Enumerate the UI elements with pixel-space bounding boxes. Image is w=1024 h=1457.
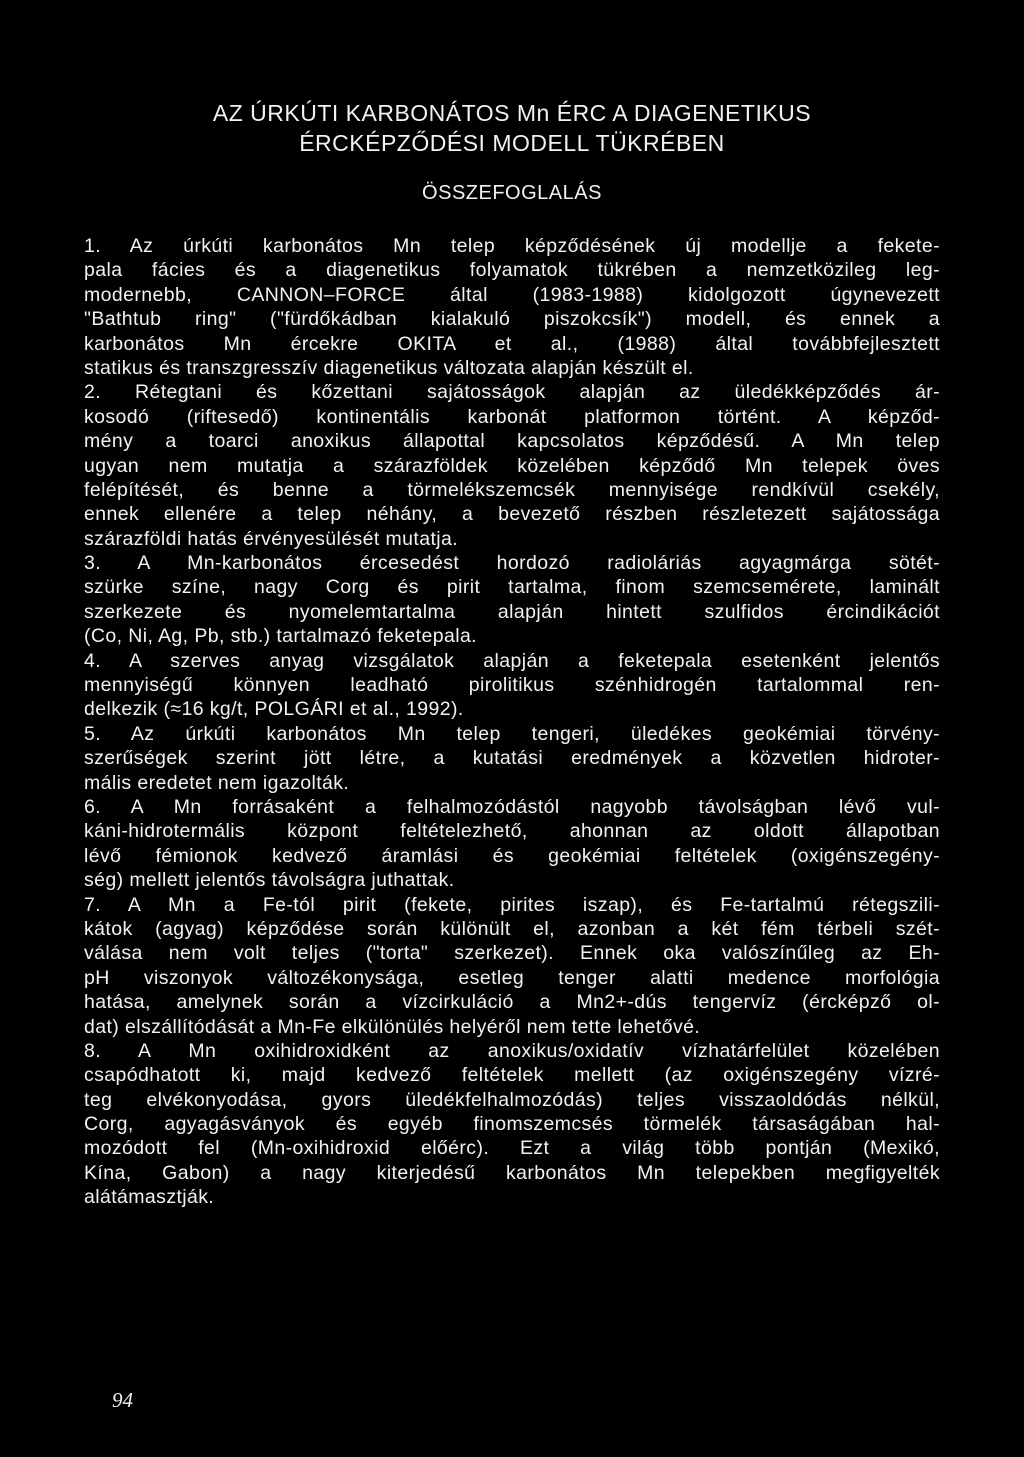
body-line: 3. A Mn-karbonátos ércesedést hordozó radioláriás agyagmárga sötét- (84, 552, 940, 575)
title-line-1: AZ ÚRKÚTI KARBONÁTOS Mn ÉRC A DIAGENETIKUS (212, 100, 812, 126)
body-line: válása nem volt teljes ("torta" szerkezet). Ennek oka valószínűleg az Eh- (84, 942, 940, 965)
body-line: felépítését, és benne a törmelékszemcsék mennyisége rendkívül csekély, (84, 478, 940, 501)
body-line: pH viszonyok változékonysága, esetleg tenger alatti medence morfológia (84, 966, 940, 989)
body-line: ség) mellett jelentős távolságra juthattak. (84, 869, 455, 892)
body-line: mény a toarci anoxikus állapottal kapcsolatos képződésű. A Mn telep (84, 430, 940, 453)
body-line: 2. Rétegtani és kőzettani sajátosságok alapján az üledékképződés ár- (84, 381, 940, 404)
body-line: szerűségek szerint jött létre, a kutatási eredmények a közvetlen hidroter- (84, 747, 940, 770)
body-line: Kína, Gabon) a nagy kiterjedésű karbonátos Mn telepekben megfigyelték (84, 1161, 940, 1184)
body-line: kosodó (riftesedő) kontinentális karbonát platformon történt. A képződ- (84, 405, 940, 428)
body-line: mozódott fel (Mn-oxihidroxid előérc). Ezt a világ több pontján (Mexikó, (84, 1137, 940, 1160)
body-line: 5. Az úrkúti karbonátos Mn telep tengeri, üledékes geokémiai törvény- (84, 722, 940, 745)
body-line: teg elvékonyodása, gyors üledékfelhalmozódás) teljes visszaoldódás nélkül, (84, 1088, 940, 1111)
body-line: szárazföldi hatás érvényesülését mutatja. (84, 527, 459, 550)
body-line: káni-hidrotermális központ feltételezhető, ahonnan az oldott állapotban (84, 820, 940, 843)
body-line: lévő fémionok kedvező áramlási és geokémiai feltételek (oxigénszegény- (84, 844, 940, 867)
body-line: modernebb, CANNON–FORCE által (1983-1988) kidolgozott úgynevezett (84, 283, 940, 306)
body-line: "Bathtub ring" ("fürdőkádban kialakuló piszokcsík") modell, és ennek a (84, 308, 940, 331)
body-line: pala fácies és a diagenetikus folyamatok tükrében a nemzetközileg leg- (84, 259, 940, 282)
body-line: 4. A szerves anyag vizsgálatok alapján a feketepala esetenként jelentős (84, 649, 940, 672)
body-line: alátámasztják. (84, 1186, 215, 1209)
body-line: ennek ellenére a telep néhány, a bevezető részben részletezett sajátossága (84, 503, 940, 526)
body-line: mennyiségű könnyen leadható pirolitikus szénhidrogén tartalommal ren- (84, 674, 940, 697)
body-line: dat) elszállítódását a Mn-Fe elkülönülés helyéről nem tette lehetővé. (84, 1015, 701, 1038)
body-line: ugyan nem mutatja a szárazföldek közelében képződő Mn telepek öves (84, 454, 940, 477)
summary-heading: ÖSSZEFOGLALÁS (422, 182, 602, 204)
page-number: 94 (112, 1388, 133, 1412)
body-line: kátok (agyag) képződése során különült el, azonban a két fém térbeli szét- (84, 917, 940, 940)
body-line: 8. A Mn oxihidroxidként az anoxikus/oxidatív vízhatárfelület közelében (84, 1039, 940, 1062)
body-line: (Co, Ni, Ag, Pb, stb.) tartalmazó feketepala. (84, 625, 478, 648)
body-line: delkezik (≈16 kg/t, POLGÁRI et al., 1992). (84, 698, 464, 721)
body-line: mális eredetet nem igazolták. (84, 771, 350, 794)
body-line: karbonátos Mn ércekre OKITA et al., (1988) által továbbfejlesztett (84, 332, 940, 355)
body-line: 1. Az úrkúti karbonátos Mn telep képződésének új modellje a fekete- (84, 235, 940, 257)
body-line: 6. A Mn forrásaként a felhalmozódástól nagyobb távolságban lévő vul- (84, 795, 940, 818)
body-line: szürke színe, nagy Corg és pirit tartalma, finom szemcsemérete, laminált (84, 576, 940, 599)
body-line: szerkezete és nyomelemtartalma alapján hintett szulfidos ércindikációt (84, 600, 940, 623)
body-line: Corg, agyagásványok és egyéb finomszemcsés törmelék társaságában hal- (84, 1113, 940, 1136)
title-line-2: ÉRCKÉPZŐDÉSI MODELL TÜKRÉBEN (299, 130, 725, 156)
body-line: csapódhatott ki, majd kedvező feltételek mellett (az oxigénszegény vízré- (84, 1064, 940, 1087)
body-line: hatása, amelynek során a vízcirkuláció a Mn2+-dús tengervíz (ércképző ol- (84, 991, 940, 1014)
summary-body (84, 234, 940, 1210)
body-line: 7. A Mn a Fe-tól pirit (fekete, pirites iszap), és Fe-tartalmú rétegszili- (84, 893, 940, 916)
body-line: statikus és transzgresszív diagenetikus változata alapján készült el. (84, 356, 694, 379)
